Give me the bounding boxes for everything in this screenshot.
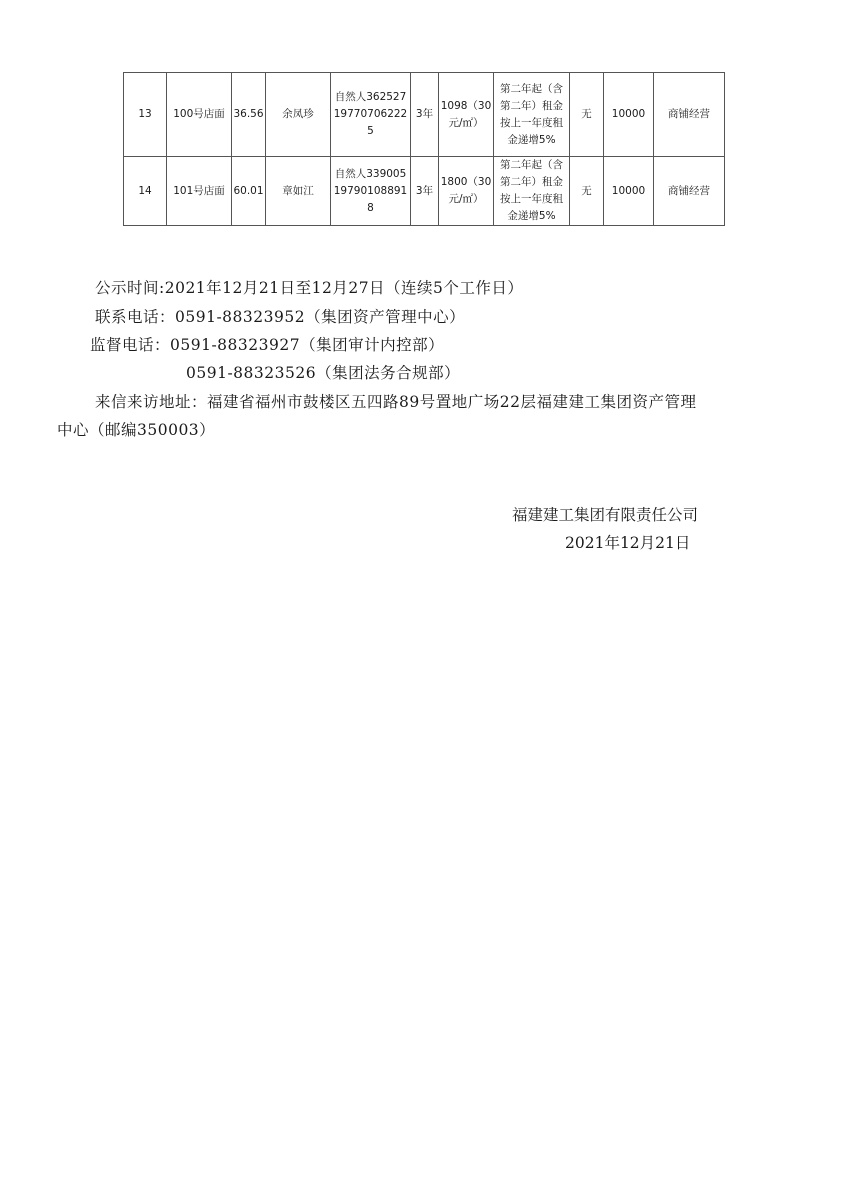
term-cell: 3年 xyxy=(411,157,439,226)
table-row xyxy=(124,157,725,226)
contact-phone: 联系电话：0591-88323952（集团资产管理中心） xyxy=(95,308,466,326)
rent-cell: 1800（30元/㎡） xyxy=(439,157,494,226)
deposit-note-cell: 无 xyxy=(570,157,604,226)
address-line-1: 来信来访地址：福建省福州市鼓楼区五四路89号置地广场22层福建建工集团资产管理 xyxy=(95,393,697,411)
id-cell: 自然人339005197901088918 xyxy=(331,157,411,226)
property-cell: 101号店面 xyxy=(167,157,232,226)
rent-cell: 1098（30元/㎡） xyxy=(439,73,494,157)
purpose-cell: 商铺经营 xyxy=(654,73,725,157)
deposit-cell: 10000 xyxy=(604,73,654,157)
address-line-2: 中心（邮编350003） xyxy=(57,421,216,439)
term-cell: 3年 xyxy=(411,73,439,157)
table-row xyxy=(124,73,725,157)
purpose-cell: 商铺经营 xyxy=(654,157,725,226)
rent-increase-cell: 第二年起（含第二年）租金按上一年度租金递增5% xyxy=(494,157,570,226)
tenant-cell: 章如江 xyxy=(266,157,331,226)
supervise-phone-legal: 0591-88323526（集团法务合规部） xyxy=(186,364,461,382)
rent-increase-cell: 第二年起（含第二年）租金按上一年度租金递增5% xyxy=(494,73,570,157)
signature-company: 福建建工集团有限责任公司 xyxy=(512,506,699,524)
deposit-cell: 10000 xyxy=(604,157,654,226)
row-number-cell: 14 xyxy=(124,157,167,226)
tenant-cell: 余凤珍 xyxy=(266,73,331,157)
deposit-note-cell: 无 xyxy=(570,73,604,157)
property-cell: 100号店面 xyxy=(167,73,232,157)
supervise-phone-audit: 监督电话：0591-88323927（集团审计内控部） xyxy=(90,336,445,354)
notice-period: 公示时间:2021年12月21日至12月27日（连续5个工作日） xyxy=(95,279,524,297)
area-cell: 36.56 xyxy=(232,73,266,157)
signature-date: 2021年12月21日 xyxy=(565,534,691,552)
row-number-cell: 13 xyxy=(124,73,167,157)
area-cell: 60.01 xyxy=(232,157,266,226)
id-cell: 自然人362527197707062225 xyxy=(331,73,411,157)
lease-table xyxy=(123,72,725,226)
